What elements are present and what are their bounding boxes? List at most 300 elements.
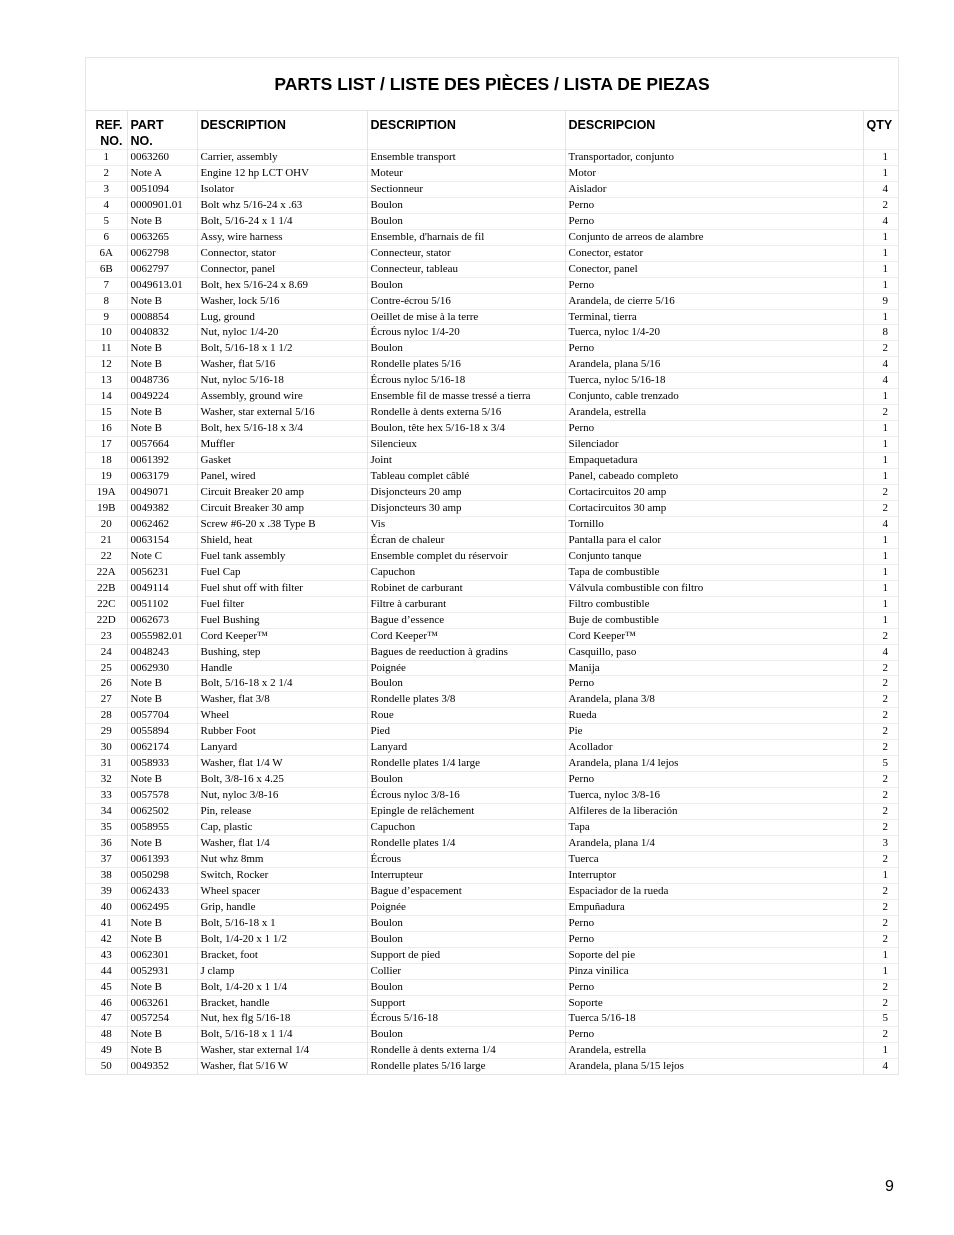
cell-qty: 1 [863, 867, 898, 883]
cell-qty: 1 [863, 548, 898, 564]
cell-desc-es: Arandela, estrella [565, 405, 863, 421]
col-header-part-line1: PART [130, 118, 164, 132]
cell-desc-fr: Boulon [367, 341, 565, 357]
cell-qty: 1 [863, 261, 898, 277]
table-row [86, 883, 898, 899]
table-row [86, 245, 898, 261]
cell-desc-en: Bolt, hex 5/16-18 x 3/4 [197, 421, 367, 437]
cell-desc-en: Wheel [197, 708, 367, 724]
cell-ref: 32 [86, 772, 127, 788]
cell-desc-en: Washer, lock 5/16 [197, 293, 367, 309]
cell-desc-es: Terminal, tierra [565, 309, 863, 325]
cell-desc-en: Bolt whz 5/16-24 x .63 [197, 197, 367, 213]
cell-part-no: 0057704 [127, 708, 197, 724]
cell-ref: 4 [86, 197, 127, 213]
cell-ref: 30 [86, 740, 127, 756]
cell-desc-en: Handle [197, 660, 367, 676]
cell-desc-es: Arandela, plana 1/4 [565, 835, 863, 851]
cell-part-no: Note B [127, 979, 197, 995]
cell-ref: 22C [86, 596, 127, 612]
cell-desc-fr: Bague d’essence [367, 612, 565, 628]
cell-qty: 1 [863, 596, 898, 612]
cell-desc-es: Tapa [565, 820, 863, 836]
cell-part-no: 0057254 [127, 1011, 197, 1027]
cell-part-no: 0062797 [127, 261, 197, 277]
cell-qty: 2 [863, 804, 898, 820]
table-row [86, 197, 898, 213]
cell-desc-fr: Tableau complet câblé [367, 469, 565, 485]
cell-desc-en: Bracket, foot [197, 947, 367, 963]
cell-part-no: 0062798 [127, 245, 197, 261]
cell-desc-fr: Contre-écrou 5/16 [367, 293, 565, 309]
cell-part-no: Note B [127, 1043, 197, 1059]
cell-qty: 2 [863, 979, 898, 995]
cell-part-no: 0062462 [127, 516, 197, 532]
cell-desc-es: Conjunto, cable trenzado [565, 389, 863, 405]
cell-part-no: 0062174 [127, 740, 197, 756]
cell-qty: 2 [863, 628, 898, 644]
cell-desc-en: Rubber Foot [197, 724, 367, 740]
cell-desc-es: Arandela, estrella [565, 1043, 863, 1059]
cell-qty: 2 [863, 341, 898, 357]
table-row [86, 915, 898, 931]
cell-qty: 2 [863, 883, 898, 899]
cell-desc-en: Bracket, handle [197, 995, 367, 1011]
cell-desc-es: Perno [565, 341, 863, 357]
table-row [86, 1059, 898, 1074]
table-row [86, 580, 898, 596]
table-row [86, 261, 898, 277]
cell-ref: 37 [86, 851, 127, 867]
cell-part-no: 0008854 [127, 309, 197, 325]
cell-desc-es: Panel, cabeado completo [565, 469, 863, 485]
cell-ref: 29 [86, 724, 127, 740]
table-row [86, 293, 898, 309]
cell-desc-fr: Boulon [367, 197, 565, 213]
cell-ref: 18 [86, 453, 127, 469]
table-row [86, 516, 898, 532]
cell-ref: 14 [86, 389, 127, 405]
cell-desc-en: Cap, plastic [197, 820, 367, 836]
table-row [86, 596, 898, 612]
cell-part-no: 0057578 [127, 788, 197, 804]
cell-ref: 27 [86, 692, 127, 708]
cell-desc-es: Tuerca 5/16-18 [565, 1011, 863, 1027]
cell-desc-es: Aislador [565, 181, 863, 197]
cell-desc-en: Shield, heat [197, 532, 367, 548]
parts-list-sheet [85, 57, 899, 1075]
cell-ref: 39 [86, 883, 127, 899]
cell-desc-en: Fuel Bushing [197, 612, 367, 628]
cell-desc-en: Washer, flat 1/4 W [197, 756, 367, 772]
cell-qty: 2 [863, 500, 898, 516]
cell-desc-fr: Boulon [367, 772, 565, 788]
cell-desc-en: Fuel Cap [197, 564, 367, 580]
cell-part-no: Note B [127, 772, 197, 788]
cell-ref: 23 [86, 628, 127, 644]
cell-ref: 6 [86, 229, 127, 245]
cell-part-no: 0040832 [127, 325, 197, 341]
cell-qty: 4 [863, 373, 898, 389]
cell-part-no: 0062673 [127, 612, 197, 628]
cell-desc-fr: Boulon [367, 277, 565, 293]
table-row [86, 1011, 898, 1027]
cell-desc-fr: Silencieux [367, 437, 565, 453]
cell-desc-es: Perno [565, 915, 863, 931]
table-row [86, 165, 898, 181]
table-row [86, 612, 898, 628]
cell-desc-fr: Rondelle plates 1/4 large [367, 756, 565, 772]
cell-ref: 2 [86, 165, 127, 181]
table-row [86, 341, 898, 357]
cell-qty: 1 [863, 947, 898, 963]
cell-part-no: Note A [127, 165, 197, 181]
cell-desc-fr: Ensemble transport [367, 150, 565, 166]
cell-qty: 1 [863, 532, 898, 548]
cell-desc-fr: Epingle de relâchement [367, 804, 565, 820]
cell-desc-en: Carrier, assembly [197, 150, 367, 166]
cell-part-no: 0051102 [127, 596, 197, 612]
cell-part-no: 0056231 [127, 564, 197, 580]
col-header-desc-es: DESCRIPCION [565, 111, 863, 150]
table-row [86, 979, 898, 995]
cell-ref: 17 [86, 437, 127, 453]
cell-ref: 8 [86, 293, 127, 309]
table-row [86, 437, 898, 453]
cell-desc-es: Soporte del pie [565, 947, 863, 963]
cell-qty: 2 [863, 1027, 898, 1043]
cell-part-no: 0062301 [127, 947, 197, 963]
cell-qty: 1 [863, 229, 898, 245]
cell-part-no: 0049071 [127, 485, 197, 501]
cell-qty: 2 [863, 788, 898, 804]
cell-part-no: 0058955 [127, 820, 197, 836]
cell-desc-es: Cord Keeper™ [565, 628, 863, 644]
cell-part-no: 0062502 [127, 804, 197, 820]
table-row [86, 389, 898, 405]
cell-part-no: 0063154 [127, 532, 197, 548]
cell-qty: 2 [863, 851, 898, 867]
cell-desc-es: Perno [565, 772, 863, 788]
cell-qty: 5 [863, 756, 898, 772]
cell-desc-es: Arandela, plana 5/15 lejos [565, 1059, 863, 1074]
cell-qty: 2 [863, 820, 898, 836]
col-header-qty: QTY [866, 118, 893, 132]
table-header [86, 111, 898, 150]
table-row [86, 804, 898, 820]
cell-desc-es: Buje de combustible [565, 612, 863, 628]
cell-ref: 22D [86, 612, 127, 628]
cell-desc-es: Silenciador [565, 437, 863, 453]
cell-part-no: 0062495 [127, 899, 197, 915]
table-row [86, 1043, 898, 1059]
cell-part-no: Note B [127, 835, 197, 851]
cell-desc-fr: Boulon [367, 213, 565, 229]
cell-part-no: 0051094 [127, 181, 197, 197]
cell-qty: 1 [863, 437, 898, 453]
cell-desc-es: Empaquetadura [565, 453, 863, 469]
cell-desc-en: Washer, star external 5/16 [197, 405, 367, 421]
cell-desc-es: Acollador [565, 740, 863, 756]
cell-desc-en: Fuel filter [197, 596, 367, 612]
table-row [86, 995, 898, 1011]
cell-ref: 22 [86, 548, 127, 564]
cell-desc-es: Arandela, plana 1/4 lejos [565, 756, 863, 772]
cell-qty: 2 [863, 740, 898, 756]
cell-qty: 3 [863, 835, 898, 851]
cell-qty: 1 [863, 389, 898, 405]
cell-part-no: Note B [127, 213, 197, 229]
cell-desc-en: Lug, ground [197, 309, 367, 325]
cell-ref: 28 [86, 708, 127, 724]
cell-ref: 49 [86, 1043, 127, 1059]
cell-ref: 21 [86, 532, 127, 548]
table-row [86, 867, 898, 883]
cell-desc-en: Nut whz 8mm [197, 851, 367, 867]
cell-desc-fr: Support de pied [367, 947, 565, 963]
cell-ref: 45 [86, 979, 127, 995]
cell-part-no: 0050298 [127, 867, 197, 883]
cell-qty: 2 [863, 708, 898, 724]
cell-desc-es: Cortacircuitos 30 amp [565, 500, 863, 516]
cell-desc-en: Nut, nyloc 5/16-18 [197, 373, 367, 389]
cell-desc-es: Perno [565, 197, 863, 213]
cell-desc-es: Transportador, conjunto [565, 150, 863, 166]
cell-desc-en: Nut, hex flg 5/16-18 [197, 1011, 367, 1027]
table-row [86, 676, 898, 692]
table-row [86, 181, 898, 197]
cell-part-no: 0061393 [127, 851, 197, 867]
cell-ref: 10 [86, 325, 127, 341]
cell-ref: 36 [86, 835, 127, 851]
table-row [86, 788, 898, 804]
col-header-ref-line1: REF. [95, 118, 123, 132]
cell-desc-fr: Boulon [367, 1027, 565, 1043]
cell-qty: 2 [863, 197, 898, 213]
cell-desc-es: Conjunto tanque [565, 548, 863, 564]
cell-part-no: 0063261 [127, 995, 197, 1011]
table-row [86, 756, 898, 772]
cell-desc-es: Tornillo [565, 516, 863, 532]
cell-desc-fr: Écrous nyloc 1/4-20 [367, 325, 565, 341]
table-row [86, 947, 898, 963]
cell-part-no: Note B [127, 931, 197, 947]
cell-desc-fr: Écran de chaleur [367, 532, 565, 548]
cell-desc-en: Circuit Breaker 20 amp [197, 485, 367, 501]
table-row [86, 724, 898, 740]
cell-desc-es: Perno [565, 931, 863, 947]
cell-qty: 2 [863, 915, 898, 931]
cell-desc-fr: Disjoncteurs 30 amp [367, 500, 565, 516]
cell-qty: 1 [863, 612, 898, 628]
cell-qty: 4 [863, 644, 898, 660]
table-row [86, 532, 898, 548]
cell-desc-fr: Rondelle plates 3/8 [367, 692, 565, 708]
table-body [86, 150, 898, 1075]
table-row [86, 357, 898, 373]
cell-desc-fr: Cord Keeper™ [367, 628, 565, 644]
cell-qty: 4 [863, 1059, 898, 1074]
cell-desc-es: Pie [565, 724, 863, 740]
cell-desc-fr: Capuchon [367, 820, 565, 836]
cell-ref: 50 [86, 1059, 127, 1074]
cell-ref: 46 [86, 995, 127, 1011]
cell-desc-fr: Rondelle à dents externa 1/4 [367, 1043, 565, 1059]
cell-desc-fr: Rondelle plates 5/16 large [367, 1059, 565, 1074]
cell-desc-en: Screw #6-20 x .38 Type B [197, 516, 367, 532]
cell-ref: 43 [86, 947, 127, 963]
table-row [86, 644, 898, 660]
cell-desc-fr: Poignée [367, 660, 565, 676]
cell-desc-es: Perno [565, 676, 863, 692]
cell-ref: 24 [86, 644, 127, 660]
cell-part-no: Note B [127, 692, 197, 708]
cell-qty: 1 [863, 580, 898, 596]
cell-part-no: Note C [127, 548, 197, 564]
cell-desc-en: Isolator [197, 181, 367, 197]
cell-desc-es: Casquillo, paso [565, 644, 863, 660]
cell-ref: 6B [86, 261, 127, 277]
cell-part-no: 0063265 [127, 229, 197, 245]
cell-desc-en: Bolt, 5/16-18 x 1 [197, 915, 367, 931]
page-title: PARTS LIST / LISTE DES PIÈCES / LISTA DE PIEZAS [86, 58, 898, 111]
table-row [86, 963, 898, 979]
cell-qty: 2 [863, 772, 898, 788]
cell-ref: 31 [86, 756, 127, 772]
cell-desc-en: Bolt, 5/16-18 x 1 1/4 [197, 1027, 367, 1043]
cell-desc-es: Arandela, plana 5/16 [565, 357, 863, 373]
cell-desc-fr: Écrous [367, 851, 565, 867]
cell-desc-fr: Poignée [367, 899, 565, 915]
cell-desc-fr: Lanyard [367, 740, 565, 756]
cell-desc-fr: Boulon [367, 979, 565, 995]
cell-part-no: Note B [127, 293, 197, 309]
col-header-desc-fr: DESCRIPTION [367, 111, 565, 150]
cell-desc-es: Perno [565, 421, 863, 437]
cell-desc-es: Pinza vinilica [565, 963, 863, 979]
cell-desc-es: Soporte [565, 995, 863, 1011]
table-row [86, 772, 898, 788]
cell-part-no: Note B [127, 1027, 197, 1043]
table-row [86, 835, 898, 851]
cell-qty: 1 [863, 150, 898, 166]
cell-desc-fr: Pied [367, 724, 565, 740]
parts-table [86, 111, 898, 1074]
cell-desc-fr: Rondelle à dents externa 5/16 [367, 405, 565, 421]
cell-desc-fr: Ensemble, d'harnais de fil [367, 229, 565, 245]
cell-qty: 1 [863, 564, 898, 580]
cell-part-no: 0062433 [127, 883, 197, 899]
cell-part-no: Note B [127, 676, 197, 692]
cell-qty: 1 [863, 309, 898, 325]
cell-ref: 47 [86, 1011, 127, 1027]
cell-ref: 25 [86, 660, 127, 676]
col-header-ref-line2: NO. [100, 134, 123, 148]
table-row [86, 899, 898, 915]
cell-desc-fr: Boulon [367, 915, 565, 931]
cell-desc-es: Tuerca [565, 851, 863, 867]
col-header-part-line2: NO. [130, 134, 153, 148]
cell-desc-en: Panel, wired [197, 469, 367, 485]
cell-desc-en: Washer, flat 5/16 W [197, 1059, 367, 1074]
col-header-desc-en: DESCRIPTION [197, 111, 367, 150]
cell-part-no: 0049224 [127, 389, 197, 405]
cell-desc-en: Washer, flat 3/8 [197, 692, 367, 708]
cell-desc-en: Bolt, 5/16-18 x 1 1/2 [197, 341, 367, 357]
table-row [86, 229, 898, 245]
cell-desc-en: Bolt, 1/4-20 x 1 1/4 [197, 979, 367, 995]
cell-part-no: 0049114 [127, 580, 197, 596]
cell-part-no: 0048243 [127, 644, 197, 660]
cell-ref: 6A [86, 245, 127, 261]
cell-qty: 1 [863, 469, 898, 485]
cell-desc-en: Bushing, step [197, 644, 367, 660]
cell-ref: 41 [86, 915, 127, 931]
cell-part-no: Note B [127, 341, 197, 357]
cell-qty: 1 [863, 963, 898, 979]
cell-desc-en: Connector, stator [197, 245, 367, 261]
cell-desc-es: Arandela, de cierre 5/16 [565, 293, 863, 309]
cell-desc-fr: Interrupteur [367, 867, 565, 883]
cell-qty: 2 [863, 899, 898, 915]
cell-qty: 1 [863, 165, 898, 181]
cell-desc-fr: Ensemble complet du réservoir [367, 548, 565, 564]
cell-desc-es: Tuerca, nyloc 5/16-18 [565, 373, 863, 389]
cell-part-no: Note B [127, 421, 197, 437]
cell-desc-en: Gasket [197, 453, 367, 469]
cell-ref: 19B [86, 500, 127, 516]
cell-part-no: 0049382 [127, 500, 197, 516]
cell-desc-en: Bolt, 3/8-16 x 4.25 [197, 772, 367, 788]
cell-ref: 7 [86, 277, 127, 293]
cell-desc-es: Manija [565, 660, 863, 676]
cell-desc-en: Assy, wire harness [197, 229, 367, 245]
table-row [86, 708, 898, 724]
cell-ref: 40 [86, 899, 127, 915]
table-row [86, 500, 898, 516]
table-row [86, 820, 898, 836]
cell-desc-fr: Bague d’espacement [367, 883, 565, 899]
cell-ref: 22A [86, 564, 127, 580]
cell-desc-fr: Boulon, tête hex 5/16-18 x 3/4 [367, 421, 565, 437]
cell-qty: 1 [863, 245, 898, 261]
table-row [86, 851, 898, 867]
cell-desc-es: Empuñadura [565, 899, 863, 915]
cell-desc-es: Interruptor [565, 867, 863, 883]
cell-part-no: 0000901.01 [127, 197, 197, 213]
cell-desc-en: Fuel tank assembly [197, 548, 367, 564]
cell-desc-fr: Bagues de reeduction à gradins [367, 644, 565, 660]
cell-part-no: 0061392 [127, 453, 197, 469]
cell-desc-fr: Vis [367, 516, 565, 532]
cell-ref: 33 [86, 788, 127, 804]
table-row [86, 931, 898, 947]
cell-ref: 20 [86, 516, 127, 532]
cell-qty: 1 [863, 453, 898, 469]
cell-desc-en: Switch, Rocker [197, 867, 367, 883]
cell-desc-fr: Support [367, 995, 565, 1011]
cell-desc-es: Motor [565, 165, 863, 181]
cell-ref: 19 [86, 469, 127, 485]
cell-ref: 42 [86, 931, 127, 947]
cell-ref: 16 [86, 421, 127, 437]
cell-desc-es: Tapa de combustible [565, 564, 863, 580]
cell-qty: 2 [863, 692, 898, 708]
cell-desc-es: Conector, panel [565, 261, 863, 277]
cell-ref: 3 [86, 181, 127, 197]
cell-ref: 44 [86, 963, 127, 979]
table-row [86, 1027, 898, 1043]
